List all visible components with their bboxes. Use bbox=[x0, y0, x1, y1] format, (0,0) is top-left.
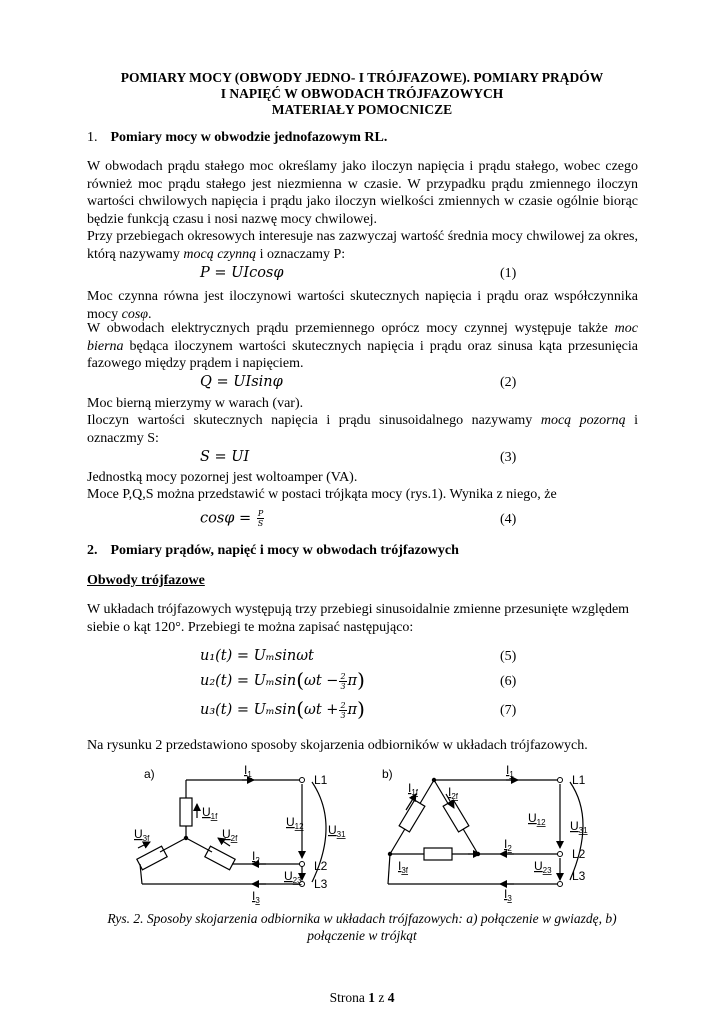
resistor-3f bbox=[137, 846, 167, 870]
open-paren: ( bbox=[296, 668, 305, 692]
label-U1f: $U_{1f}$ bbox=[202, 805, 218, 821]
equation-3-number: (3) bbox=[500, 450, 517, 465]
pi-symbol: π bbox=[347, 702, 358, 718]
label-L3-b: L3 bbox=[572, 869, 586, 883]
section-1-paragraph-8: Moce P,Q,S można przedstawić w postaci trójkąta mocy (rys.1). Wynika z niego, że bbox=[87, 487, 557, 502]
fraction-p-over-s bbox=[257, 509, 264, 528]
delta-node-right bbox=[476, 852, 480, 856]
label-U31-b: $U_{31}$ bbox=[570, 819, 588, 835]
paragraph-text: Iloczyn wartości skutecznych napięcia i prądu sinusoidalnego nazywamy bbox=[87, 413, 541, 428]
label-I3-b: $I_3$ bbox=[504, 887, 512, 903]
paragraph-text: i oznaczmy S: bbox=[87, 413, 638, 446]
footer-label: Strona bbox=[329, 990, 369, 1005]
fraction-denominator: 3 bbox=[340, 681, 346, 691]
term-active-power: mocą czynną bbox=[183, 246, 257, 262]
paragraph-text: i oznaczamy P: bbox=[256, 246, 346, 262]
equation-5-number: (5) bbox=[500, 649, 517, 664]
section-2-heading bbox=[87, 543, 459, 559]
figure-three-phase-connections bbox=[130, 758, 600, 908]
section-1-paragraph-7: Jednostką mocy pozornej jest woltoamper (VA). bbox=[87, 470, 358, 485]
equation-2: Q = UIsinφ bbox=[200, 374, 283, 390]
delta-node-top bbox=[432, 778, 436, 782]
label-I1f-b: $I_{1f}$ bbox=[408, 781, 419, 797]
term-apparent-power: mocą pozorną bbox=[540, 413, 626, 428]
section-1-paragraph-2 bbox=[87, 228, 638, 263]
label-U12-a: $U_{12}$ bbox=[286, 815, 304, 831]
equation-2-number: (2) bbox=[500, 375, 517, 390]
term-cos-phi: cosφ bbox=[121, 306, 149, 322]
label-L2-a: L2 bbox=[314, 859, 328, 873]
fraction-denominator: 3 bbox=[340, 710, 346, 720]
subsection-heading: Obwody trójfazowe bbox=[87, 573, 205, 588]
label-a: a) bbox=[144, 767, 155, 781]
equation-1: P = UIcosφ bbox=[200, 265, 284, 281]
resistor-3f-b bbox=[424, 848, 452, 860]
fraction-denominator: S bbox=[257, 519, 264, 528]
wire-delta-down bbox=[388, 854, 390, 884]
document-title bbox=[80, 70, 644, 118]
label-U3f: $U_{3f}$ bbox=[134, 827, 150, 843]
footer-of: z bbox=[374, 990, 388, 1005]
title-line-1: POMIARY MOCY (OBWODY JEDNO- I TRÓJFAZOWE). POMIARY PRĄDÓW bbox=[120, 70, 604, 85]
resistor-1f-b bbox=[399, 800, 425, 832]
fraction-numerator: 2 bbox=[340, 671, 346, 681]
terminal-L3-b bbox=[558, 882, 563, 887]
terminal-L1-b bbox=[558, 778, 563, 783]
fraction-two-thirds bbox=[339, 672, 346, 691]
section-1-paragraph-1: W obwodach prądu stałego moc określamy jako iloczyn napięcia i prądu stałego, wobec czego również moc prądu stałego jest niezmienna w czasie. W przypadku prądu zmiennego iloczyn wartości chwilowych napięcia i prądu jako iloczyn wielkości zmiennych w czasie ogólnie biorąc będzie funkcją czasu i nosi nazwę mocy chwilowej. bbox=[87, 159, 638, 227]
close-paren: ) bbox=[357, 697, 365, 721]
label-L3-a: L3 bbox=[314, 877, 328, 891]
equation-7-lhs: u₃(t) = Uₘsin bbox=[200, 702, 297, 718]
page-total: 4 bbox=[387, 990, 395, 1005]
title-line-2: I NAPIĘĆ W OBWODACH TRÓJFAZOWYCH bbox=[220, 86, 504, 101]
pi-symbol: π bbox=[347, 673, 358, 689]
paragraph-text: . bbox=[148, 306, 152, 322]
equation-6-inner: ωt − bbox=[304, 673, 339, 689]
section-1-title: Pomiary mocy w obwodzie jednofazowym RL. bbox=[110, 130, 388, 145]
label-I3f-b: $I_{3f}$ bbox=[398, 859, 409, 875]
terminal-L1-a bbox=[300, 778, 305, 783]
label-I1-a: $I_1$ bbox=[244, 763, 252, 779]
figure-caption: Rys. 2. Sposoby skojarzenia odbiornika w układach trójfazowych: a) połączenie w gwiazdę, b) połączenie w trójkąt bbox=[107, 911, 617, 943]
term-reactive-power: moc bierna bbox=[87, 321, 638, 354]
section-2-paragraph-2: Na rysunku 2 przedstawiono sposoby skojarzenia odbiorników w układach trójfazowych. bbox=[87, 738, 588, 753]
label-I1-b: $I_1$ bbox=[506, 763, 514, 779]
equation-3: S = UI bbox=[200, 449, 250, 465]
paragraph-text: Moc czynna równa jest iloczynowi wartości skutecznych napięcia i prądu oraz współczynnika mocy bbox=[87, 289, 638, 322]
section-1-paragraph-5: Moc bierną mierzymy w warach (var). bbox=[87, 396, 304, 411]
star-node bbox=[184, 836, 188, 840]
section-2-number: 2. bbox=[87, 543, 98, 558]
title-line-3: MATERIAŁY POMOCNICZE bbox=[271, 102, 453, 117]
label-L2-b: L2 bbox=[572, 847, 586, 861]
equation-7-inner: ωt + bbox=[304, 702, 339, 718]
label-I2f-b: $I_{2f}$ bbox=[448, 785, 459, 801]
equation-1-number: (1) bbox=[500, 266, 517, 281]
label-U2f: $U_{2f}$ bbox=[222, 827, 238, 843]
section-1-number: 1. bbox=[87, 130, 98, 145]
equation-4-lhs: cosφ = bbox=[200, 510, 256, 527]
fraction-numerator: 2 bbox=[340, 700, 346, 710]
page-number: 1 bbox=[368, 990, 375, 1005]
equation-5: u₁(t) = Uₘsinωt bbox=[200, 648, 314, 664]
section-2-paragraph-1: W układach trójfazowych występują trzy przebiegi sinusoidalnie zmienne przesunięte względem siebie o kąt 120°. Przebiegi te można zapisać następująco: bbox=[87, 602, 630, 635]
fraction-numerator: P bbox=[257, 509, 264, 518]
section-1-paragraph-6 bbox=[87, 412, 638, 447]
label-b: b) bbox=[382, 767, 393, 781]
label-I2-a: $I_2$ bbox=[252, 849, 260, 865]
label-I3-a: $I_3$ bbox=[252, 889, 260, 905]
label-L1-b: L1 bbox=[572, 773, 586, 787]
close-paren: ) bbox=[357, 668, 365, 692]
equation-4 bbox=[200, 509, 265, 528]
paragraph-text: Przy przebiegach okresowych interesuje nas zazwyczaj wartość średnia mocy chwilowej za okres, którą nazywamy bbox=[87, 229, 638, 262]
label-I2-b: $I_2$ bbox=[504, 837, 512, 853]
resistor-2f bbox=[205, 846, 235, 870]
label-L1-a: L1 bbox=[314, 773, 328, 787]
section-1-heading bbox=[87, 130, 387, 146]
open-paren: ( bbox=[296, 697, 305, 721]
resistor-1f bbox=[180, 798, 192, 826]
label-U23-b: $U_{23}$ bbox=[534, 859, 552, 875]
equation-7 bbox=[200, 697, 365, 721]
equation-6 bbox=[200, 668, 365, 692]
equation-4-number: (4) bbox=[500, 512, 517, 527]
delta-node-left bbox=[388, 852, 392, 856]
section-1-paragraph-4 bbox=[87, 320, 638, 373]
label-U23-a: $U_{23}$ bbox=[284, 869, 302, 885]
paragraph-text: będąca iloczynem wartości skutecznych napięcia i prądu oraz sinusa kąta przesunięcia fazowego między prądem i napięciem. bbox=[87, 338, 638, 371]
section-1-paragraph-3 bbox=[87, 288, 638, 323]
label-U31-a: $U_{31}$ bbox=[328, 823, 346, 839]
page-footer bbox=[0, 990, 724, 1006]
equation-7-number: (7) bbox=[500, 703, 517, 718]
equation-6-lhs: u₂(t) = Uₘsin bbox=[200, 673, 297, 689]
fraction-two-thirds bbox=[339, 701, 346, 720]
equation-6-number: (6) bbox=[500, 674, 517, 689]
label-U12-b: $U_{12}$ bbox=[528, 811, 546, 827]
terminal-L2-b bbox=[558, 852, 563, 857]
paragraph-text: W obwodach elektrycznych prądu przemiennego oprócz mocy czynnej występuje także bbox=[87, 321, 615, 336]
terminal-L2-a bbox=[300, 862, 305, 867]
section-2-title: Pomiary prądów, napięć i mocy w obwodach trójfazowych bbox=[110, 543, 459, 558]
resistor-2f-b bbox=[443, 800, 469, 832]
